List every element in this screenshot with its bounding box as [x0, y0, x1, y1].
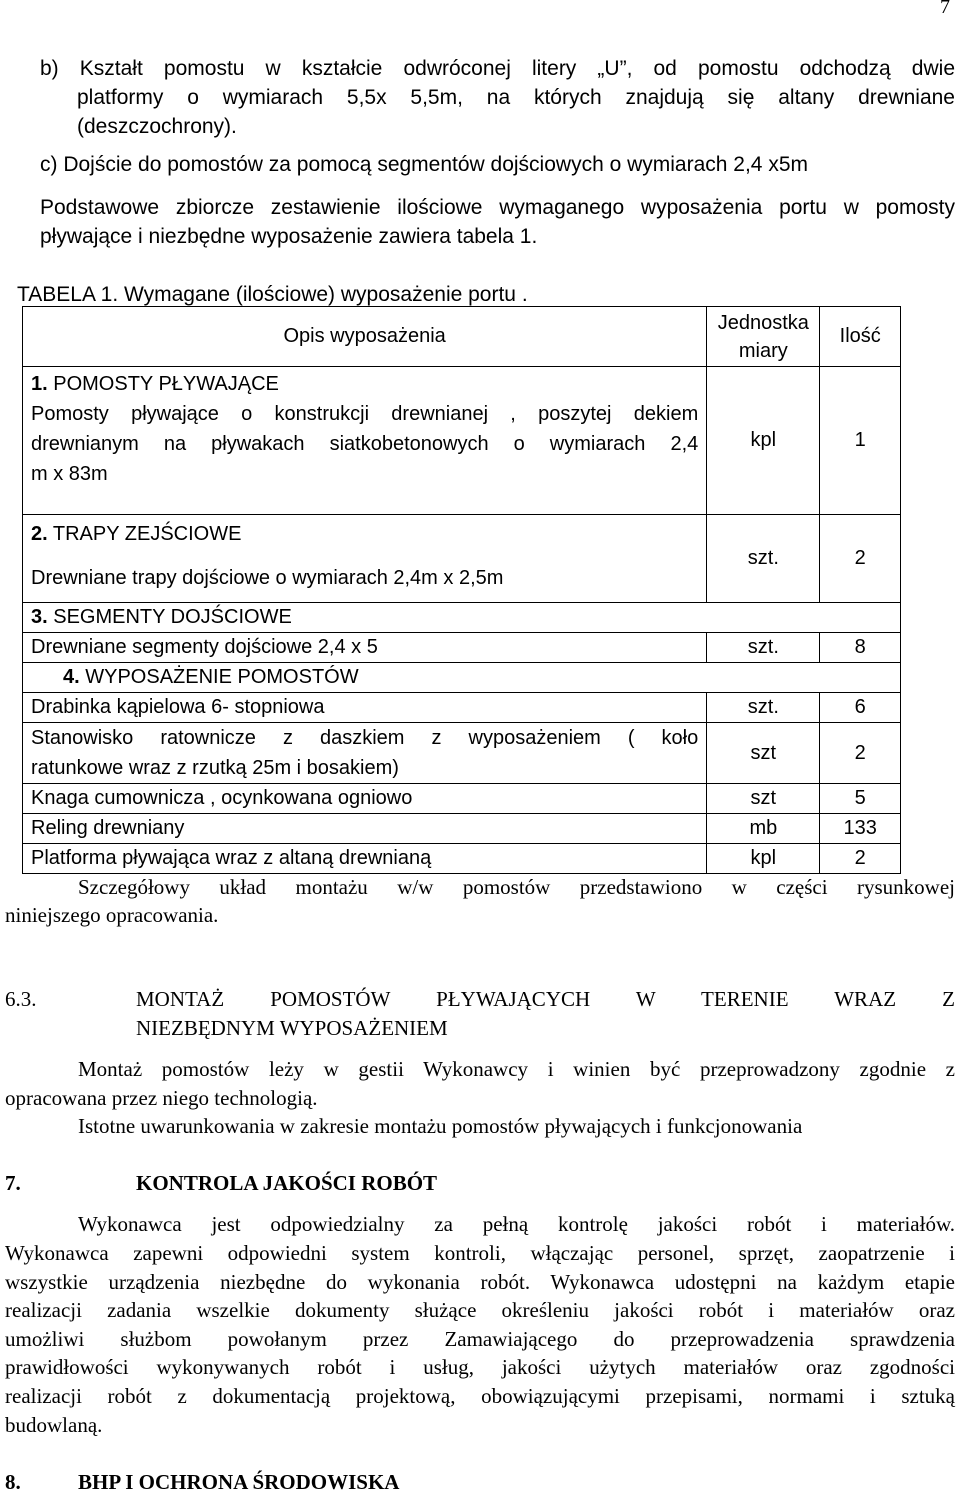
- equipment-row-4-quantity: 133: [820, 814, 901, 844]
- table-row: [23, 367, 901, 515]
- section-8-number: 8.: [5, 1470, 21, 1494]
- intro-b-line2: platformy o wymiarach 5,5x 5,5m, na których znajdują się altany drewniane: [77, 86, 955, 109]
- table-row: [23, 603, 901, 633]
- table-row: [23, 633, 901, 663]
- section-7-line2: Wykonawca zapewni odpowiedni system kontroli, włączając personel, sprzęt, zaopatrzenie i: [5, 1241, 955, 1265]
- equipment-row-5-unit: kpl: [707, 844, 820, 874]
- section-6-3-title-line1: MONTAŻ POMOSTÓW PŁYWAJĄCYCH W TERENIE WRAZ Z: [136, 987, 955, 1011]
- table-caption: TABELA 1. Wymagane (ilościowe) wyposażenie portu .: [17, 283, 528, 306]
- table-row: [23, 663, 901, 693]
- intro-b-line3: (deszczochrony).: [77, 115, 237, 138]
- section-7-line7: realizacji robót z dokumentacją projektową, obowiązującymi przepisami, normami i sztuką: [5, 1384, 955, 1408]
- equipment-row-5-description: Platforma pływająca wraz z altaną drewnianą: [23, 844, 707, 874]
- section-6-3-p1-line2: opracowana przez niego technologią.: [5, 1086, 318, 1110]
- section-8-title: BHP I OCHRONA ŚRODOWISKA: [78, 1470, 400, 1494]
- table-row: [23, 515, 901, 603]
- after-table-line2: niniejszego opracowania.: [5, 903, 219, 927]
- section-7-line5: umożliwi służbom powołanym przez Zamawiającego do przeprowadzenia sprawdzenia: [5, 1327, 955, 1351]
- table-row: [23, 693, 901, 723]
- section-1-unit: kpl: [707, 367, 820, 515]
- equipment-row-2-unit: szt: [707, 723, 820, 784]
- summary-line2: pływające i niezbędne wyposażenie zawiera tabela 1.: [40, 225, 538, 248]
- section-1-quantity: 1: [820, 367, 901, 515]
- equipment-row-1-description: Drabinka kąpielowa 6- stopniowa: [23, 693, 707, 723]
- equipment-row-1-unit: szt.: [707, 693, 820, 723]
- equipment-row-2-quantity: 2: [820, 723, 901, 784]
- section-1-description: 1. POMOSTY PŁYWAJĄCE Pomosty pływające o konstrukcji drewnianej , poszytej dekiem drewnianym na pływakach siatkobetonowych o wymiarach 2,4 m x 83m: [23, 367, 707, 515]
- page-number: 7: [940, 0, 950, 18]
- equipment-row-4-description: Reling drewniany: [23, 814, 707, 844]
- section-6-3-p1-line1: Montaż pomostów leży w gestii Wykonawcy i winien być przeprowadzony zgodnie z: [78, 1057, 955, 1081]
- intro-c-line: c) Dojście do pomostów za pomocą segmentów dojściowych o wymiarach 2,4 x5m: [40, 153, 808, 176]
- equipment-row-5-quantity: 2: [820, 844, 901, 874]
- equipment-row-3-description: Knaga cumownicza , ocynkowana ogniowo: [23, 784, 707, 814]
- equipment-row-3-quantity: 5: [820, 784, 901, 814]
- section-7-line6: prawidłowości wykonywanych robót i usług, jakości użytych materiałów oraz zgodności: [5, 1355, 955, 1379]
- equipment-row-2-description: Stanowisko ratownicze z daszkiem z wyposażeniem ( koło ratunkowe wraz z rzutką 25m i bosakiem): [23, 723, 707, 784]
- section-7-line8: budowlaną.: [5, 1413, 103, 1437]
- section-7-line1: Wykonawca jest odpowiedzialny za pełną kontrolę jakości robót i materiałów.: [78, 1212, 955, 1236]
- table-row: [23, 814, 901, 844]
- section-7-title: KONTROLA JAKOŚCI ROBÓT: [136, 1171, 438, 1195]
- section-6-3-title-line2: NIEZBĘDNYM WYPOSAŻENIEM: [136, 1016, 448, 1040]
- section-4-heading: 4. WYPOSAŻENIE POMOSTÓW: [23, 663, 901, 693]
- table-header-row: [23, 307, 901, 367]
- header-description: Opis wyposażenia: [23, 307, 707, 367]
- section-6-3-number: 6.3.: [5, 987, 37, 1011]
- equipment-row-3-unit: szt: [707, 784, 820, 814]
- section-2-description: 2. TRAPY ZEJŚCIOWE Drewniane trapy dojściowe o wymiarach 2,4m x 2,5m: [23, 515, 707, 603]
- table-row: [23, 844, 901, 874]
- section-3-description: Drewniane segmenty dojściowe 2,4 x 5: [23, 633, 707, 663]
- equipment-row-4-unit: mb: [707, 814, 820, 844]
- table-row: [23, 784, 901, 814]
- equipment-row-1-quantity: 6: [820, 693, 901, 723]
- intro-b-line1: b) Kształt pomostu w kształcie odwróconej litery „U”, od pomostu odchodzą dwie: [40, 57, 955, 80]
- section-3-unit: szt.: [707, 633, 820, 663]
- header-quantity: Ilość: [820, 307, 901, 367]
- section-7-number: 7.: [5, 1171, 21, 1195]
- section-7-line3: wszystkie urządzenia niezbędne do wykonania robót. Wykonawca udostępni na każdym etapie: [5, 1270, 955, 1294]
- section-2-quantity: 2: [820, 515, 901, 603]
- section-3-quantity: 8: [820, 633, 901, 663]
- equipment-table: [22, 306, 901, 874]
- summary-line1: Podstawowe zbiorcze zestawienie ilościowe wymaganego wyposażenia portu w pomosty: [40, 196, 955, 219]
- section-7-line4: realizacji zadania wszelkie dokumenty służące określeniu jakości robót i materiałów oraz: [5, 1298, 955, 1322]
- section-2-unit: szt.: [707, 515, 820, 603]
- section-3-heading: 3. SEGMENTY DOJŚCIOWE: [23, 603, 901, 633]
- after-table-line1: Szczegółowy układ montażu w/w pomostów przedstawiono w części rysunkowej: [78, 875, 955, 899]
- table-row: [23, 723, 901, 784]
- header-unit: Jednostka miary: [707, 307, 820, 367]
- section-6-3-p2-line1: Istotne uwarunkowania w zakresie montażu pomostów pływających i funkcjonowania: [78, 1114, 803, 1138]
